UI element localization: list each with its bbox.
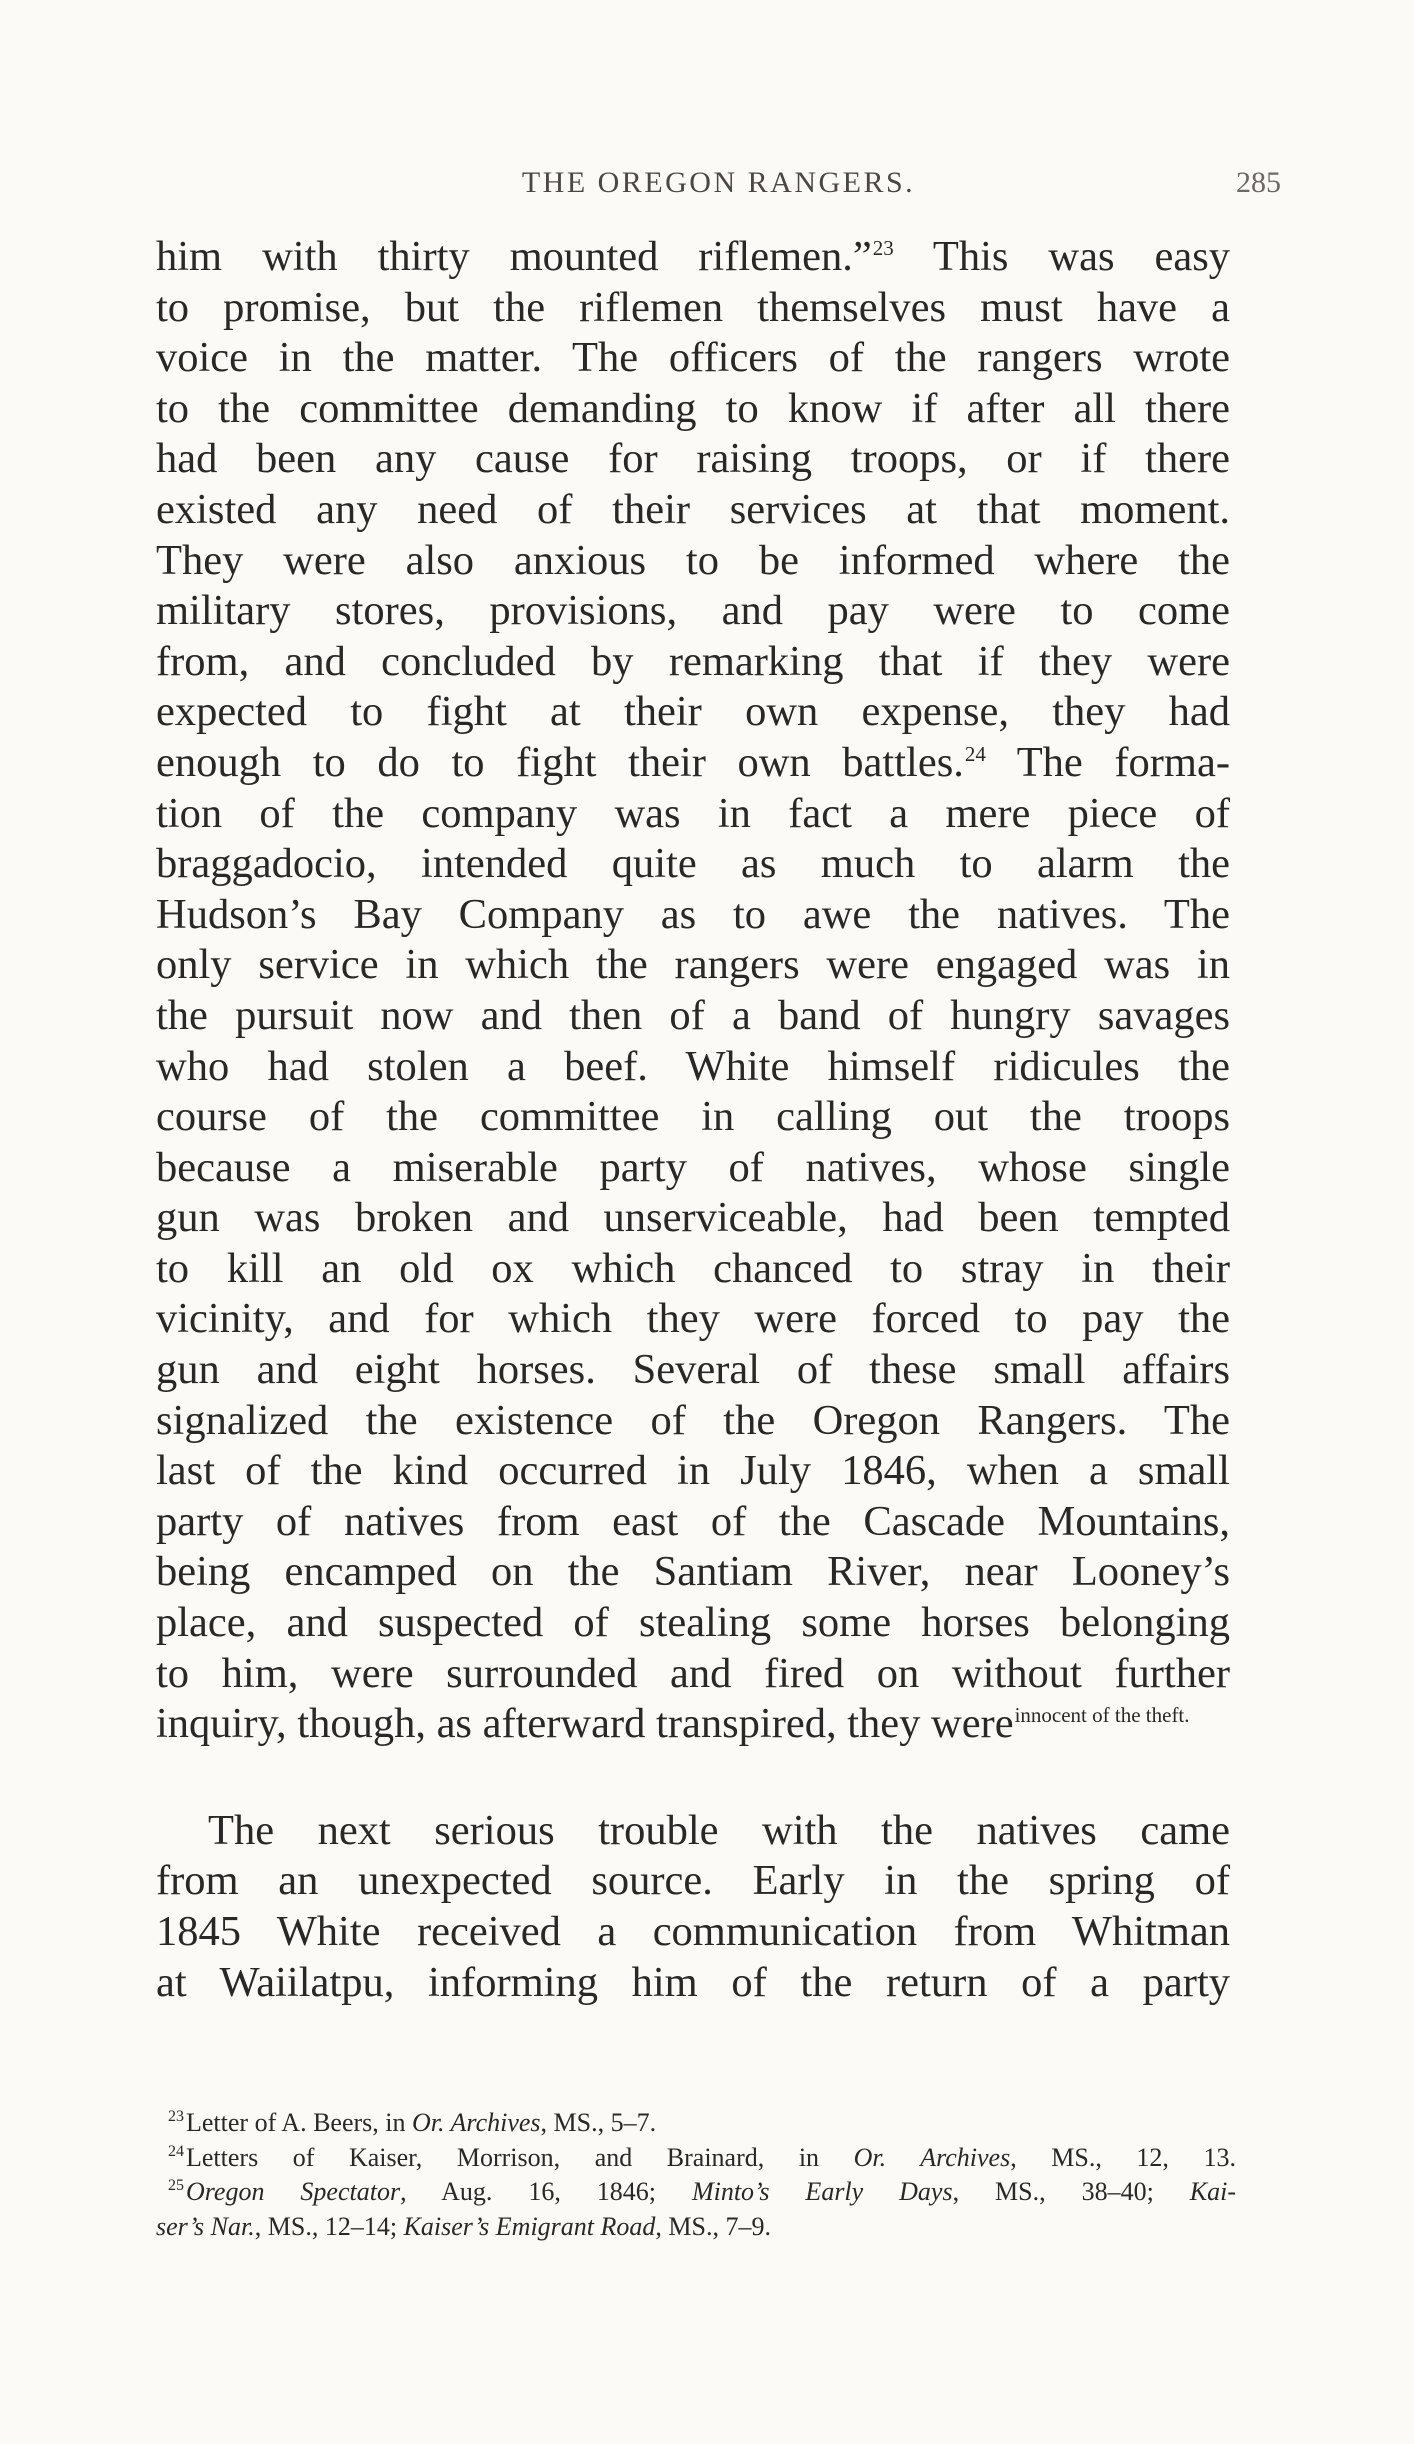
text-line: signalized the existence of the Oregon Rangers. The xyxy=(156,1396,1230,1444)
footnote-25-continued: ser’s Nar., MS., 12–14; Kaiser’s Emigrant Road, MS., 7–9. xyxy=(156,2211,771,2241)
text-line: to him, were surrounded and fired on without further xyxy=(156,1649,1230,1697)
text-line: gun and eight horses. Several of these small affairs xyxy=(156,1346,1230,1394)
running-title: THE OREGON RANGERS. xyxy=(521,166,916,199)
text-line: from, and concluded by remarking that if they were xyxy=(156,637,1230,685)
text-line: last of the kind occurred in July 1846, when a small xyxy=(156,1447,1230,1495)
text-line: They were also anxious to be informed where the xyxy=(156,536,1230,584)
running-head xyxy=(156,166,1281,206)
footnote-ref-25[interactable]: innocent of the theft. xyxy=(1014,1703,1190,1728)
page-number: 285 xyxy=(1236,166,1281,199)
text-line: to promise, but the riflemen themselves must have a xyxy=(156,283,1230,331)
text-line: from an unexpected source. Early in the spring of xyxy=(156,1857,1230,1905)
text-line: expected to fight at their own expense, they had xyxy=(156,688,1230,736)
text-line: being encamped on the Santiam River, near Looney’s xyxy=(156,1548,1230,1596)
footnote-24: $^{24}$Letters of Kaiser, Morrison, and Brainard, in Or. Archives, MS., 12, 13. xyxy=(168,2142,1236,2172)
footnote-23: $^{23}$Letter of A. Beers, in Or. Archives, MS., 5–7. xyxy=(168,2108,657,2137)
text-line: braggadocio, intended quite as much to alarm the xyxy=(156,840,1230,888)
text-line: military stores, provisions, and pay were to come xyxy=(156,587,1230,635)
text-line: inquiry, though, as afterward transpired, they were$^{innocent of the theft.}$ xyxy=(156,1700,1190,1748)
text-line: to kill an old ox which chanced to stray in their xyxy=(156,1244,1230,1292)
text-line: enough to do to fight their own battles.$^{24}$ The forma- xyxy=(156,738,1231,786)
text-line: tion of the company was in fact a mere piece of xyxy=(156,789,1230,837)
footnote-25: $^{25}$Oregon Spectator, Aug. 16, 1846; Minto’s Early Days, MS., 38–40; Kai- xyxy=(168,2177,1236,2206)
text-line: place, and suspected of stealing some horses belonging xyxy=(156,1599,1230,1647)
text-line: course of the committee in calling out the troops xyxy=(156,1093,1230,1141)
footnote-ref-24[interactable]: 24 xyxy=(964,741,986,766)
text-line: who had stolen a beef. White himself ridicules the xyxy=(156,1042,1230,1090)
text-line: vicinity, and for which they were forced to pay the xyxy=(156,1295,1230,1343)
text-line: Hudson’s Bay Company as to awe the natives. The xyxy=(156,890,1230,938)
text-line: the pursuit now and then of a band of hungry savages xyxy=(156,991,1230,1039)
text-line: only service in which the rangers were engaged was in xyxy=(156,941,1230,989)
text-line: gun was broken and unserviceable, had been tempted xyxy=(156,1194,1230,1242)
text-line: because a miserable party of natives, whose single xyxy=(156,1143,1230,1191)
text-line: 1845 White received a communication from Whitman xyxy=(156,1908,1230,1955)
text-line: to the committee demanding to know if after all there xyxy=(156,384,1230,432)
text-line: voice in the matter. The officers of the rangers wrote xyxy=(156,334,1230,382)
footnote-ref-23[interactable]: 23 xyxy=(872,236,894,260)
body-text xyxy=(156,232,1230,2008)
footnotes xyxy=(156,2106,1236,2244)
text-line: The next serious trouble with the natives came xyxy=(208,1806,1230,1854)
text-line: existed any need of their services at that moment. xyxy=(156,485,1230,533)
paragraph-gap xyxy=(156,1750,1230,1806)
text-line: him with thirty mounted riflemen.”$^{23}$ This was easy xyxy=(156,233,1230,280)
text-line: at Waiilatpu, informing him of the return of a party xyxy=(156,1958,1230,2006)
text-line: had been any cause for raising troops, or if there xyxy=(156,435,1230,483)
text-line: party of natives from east of the Cascade Mountains, xyxy=(156,1497,1230,1545)
